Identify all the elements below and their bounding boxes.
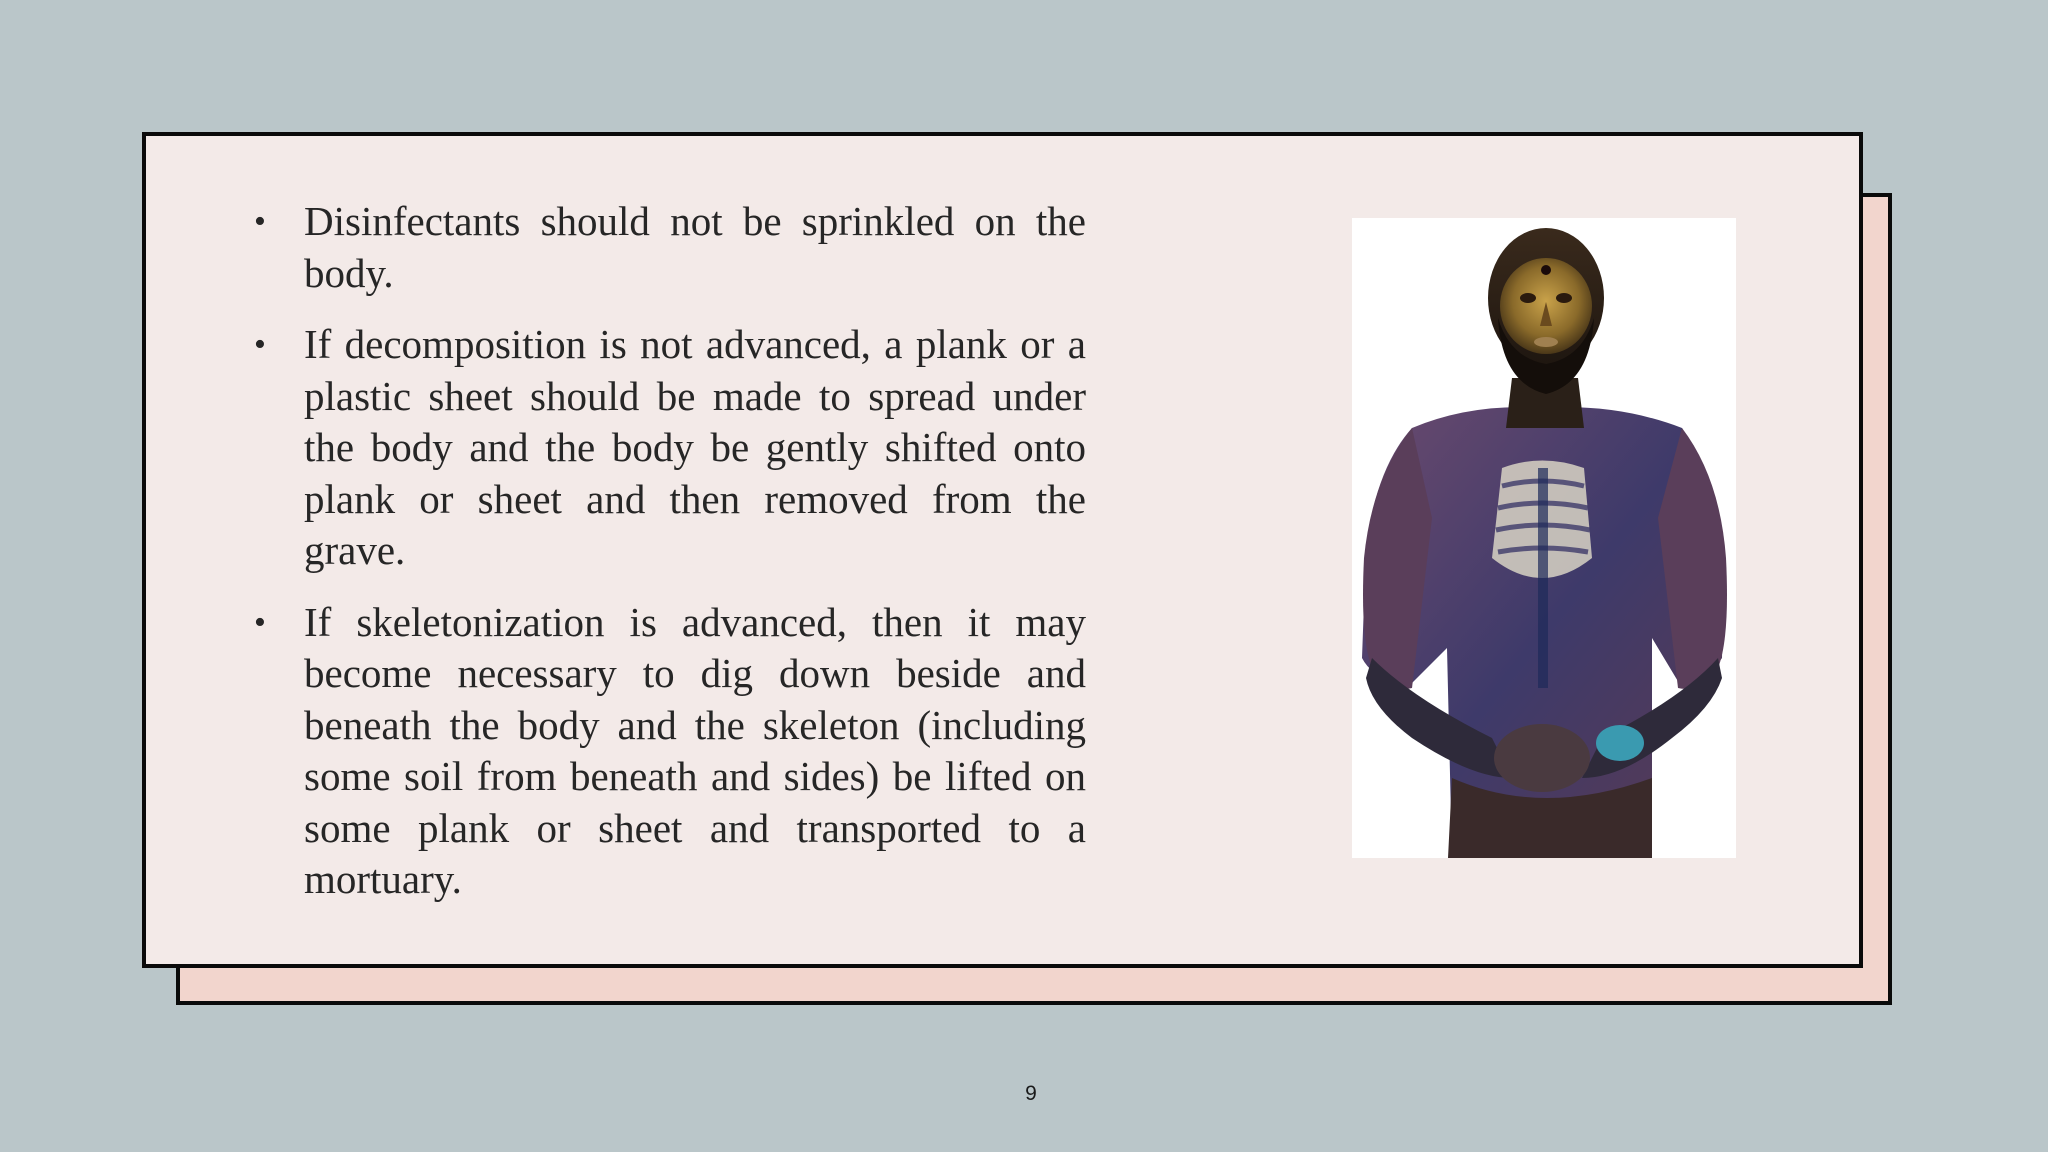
decomposed-body-photo — [1352, 218, 1736, 858]
bullet-item-disinfectants — [254, 196, 1086, 299]
page-number: 9 — [1025, 1082, 1037, 1105]
bullet-text: If skeletonization is advanced, then it may become necessary to dig down beside and beneath the body and the skeleton (including some soil from beneath and sides) be lifted on some plank or sheet and transported to a mortuary. — [304, 598, 1086, 902]
bullet-icon: • — [254, 203, 266, 240]
bullet-item-decomposition — [254, 319, 1086, 577]
bullet-text: Disinfectants should not be sprinkled on the body. — [304, 198, 1086, 296]
bullet-text: If decomposition is not advanced, a plank or a plastic sheet should be made to spread under the body and the body be gently shifted onto plank or sheet and then removed from the grave. — [304, 321, 1086, 573]
bullet-item-skeletonization — [254, 597, 1086, 906]
bullet-icon: • — [254, 326, 266, 363]
bullet-icon: • — [254, 603, 266, 641]
body-illustration — [1352, 218, 1736, 858]
bullet-list — [254, 196, 1086, 926]
